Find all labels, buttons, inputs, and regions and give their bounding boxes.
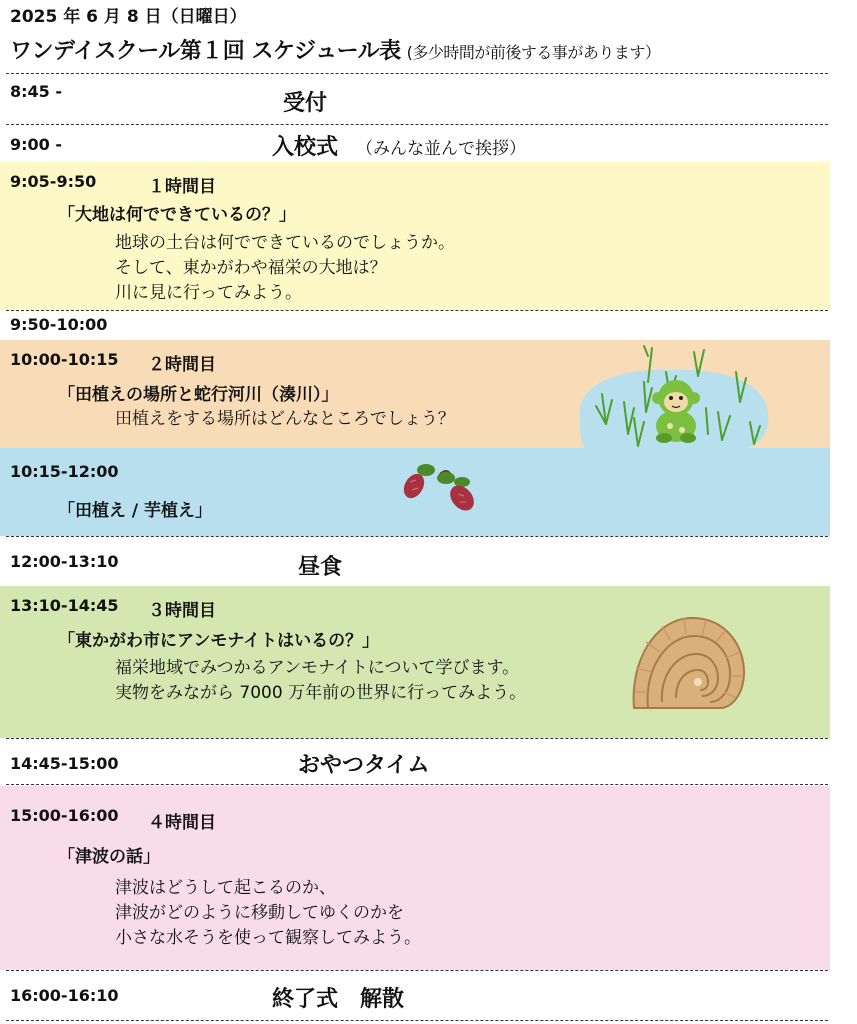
- closing-label: 終了式 解散: [272, 987, 405, 1012]
- period1-description: [115, 231, 455, 306]
- period3-label: ３時間目: [148, 601, 216, 621]
- page-title: [10, 34, 660, 65]
- closing-time: 16:00-16:10: [10, 986, 119, 1005]
- period2-time: 10:00-10:15: [10, 350, 119, 369]
- description-line: 田植えをする場所はどんなところでしょう？: [115, 409, 455, 429]
- lunch-label: 昼食: [298, 555, 343, 580]
- description-line: 地球の土台は何でできているのでしょうか。: [115, 233, 455, 253]
- sweet-potato-icon: [400, 460, 480, 516]
- description-line: 福栄地域でみつかるアンモナイトについて学びます。: [115, 658, 520, 678]
- reception-label: 受付: [283, 91, 328, 116]
- period1-topic: 「大地は何でできているの？」: [58, 205, 296, 225]
- divider: [6, 970, 828, 971]
- ceremony-title: 入校式: [272, 135, 339, 160]
- ceremony-note: （みんな並んで挨拶）: [356, 139, 527, 159]
- snack-time: 14:45-15:00: [10, 754, 119, 773]
- title-text: ワンデイスクール第１回 スケジュール表: [10, 39, 401, 64]
- description-line: 小さな水そうを使って観察してみよう。: [115, 928, 421, 948]
- ceremony-time: 9:00 -: [10, 135, 63, 154]
- divider: [6, 1020, 828, 1021]
- divider: [6, 536, 828, 537]
- lunch-time: 12:00-13:10: [10, 552, 119, 571]
- period4-description: [115, 876, 421, 951]
- rice-paddy-pond-icon: [572, 342, 778, 460]
- divider: [6, 784, 828, 785]
- period2-topic: 「田植えの場所と蛇行河川（湊川）」: [58, 385, 339, 405]
- divider: [6, 738, 828, 739]
- divider: [6, 73, 828, 74]
- period1-label: １時間目: [148, 177, 216, 197]
- ceremony-label: [272, 130, 526, 161]
- break-time: 9:50-10:00: [10, 315, 108, 334]
- snack-label: おやつタイム: [298, 753, 430, 778]
- period1-time: 9:05-9:50: [10, 172, 97, 191]
- divider: [6, 124, 828, 125]
- description-line: 川に見に行ってみよう。: [115, 283, 302, 303]
- reception-time: 8:45 -: [10, 82, 63, 101]
- title-note: (多少時間が前後する事があります）: [406, 43, 661, 62]
- period3-topic: 「東かがわ市にアンモナイトはいるの？」: [58, 631, 380, 651]
- period4-label: ４時間目: [148, 813, 216, 833]
- description-line: 津波はどうして起こるのか、: [115, 878, 336, 898]
- description-line: そして、東かがわや福栄の大地は？: [115, 258, 387, 278]
- period4-time: 15:00-16:00: [10, 806, 119, 825]
- period2-label: ２時間目: [148, 355, 216, 375]
- schedule-date: 2025 年 6 月 8 日（日曜日）: [10, 7, 247, 27]
- divider: [6, 310, 828, 311]
- period4-topic: 「津波の話」: [58, 847, 160, 867]
- description-line: 実物をみながら 7000 万年前の世界に行ってみよう。: [115, 683, 527, 703]
- period3-time: 13:10-14:45: [10, 596, 119, 615]
- description-line: 津波がどのように移動してゆくのかを: [115, 903, 404, 923]
- planting-time: 10:15-12:00: [10, 462, 119, 481]
- period3-description: [115, 656, 526, 706]
- period2-description: [115, 407, 455, 432]
- ammonite-fossil-icon: [626, 612, 748, 714]
- planting-topic: 「田植え / 芋植え」: [58, 501, 213, 521]
